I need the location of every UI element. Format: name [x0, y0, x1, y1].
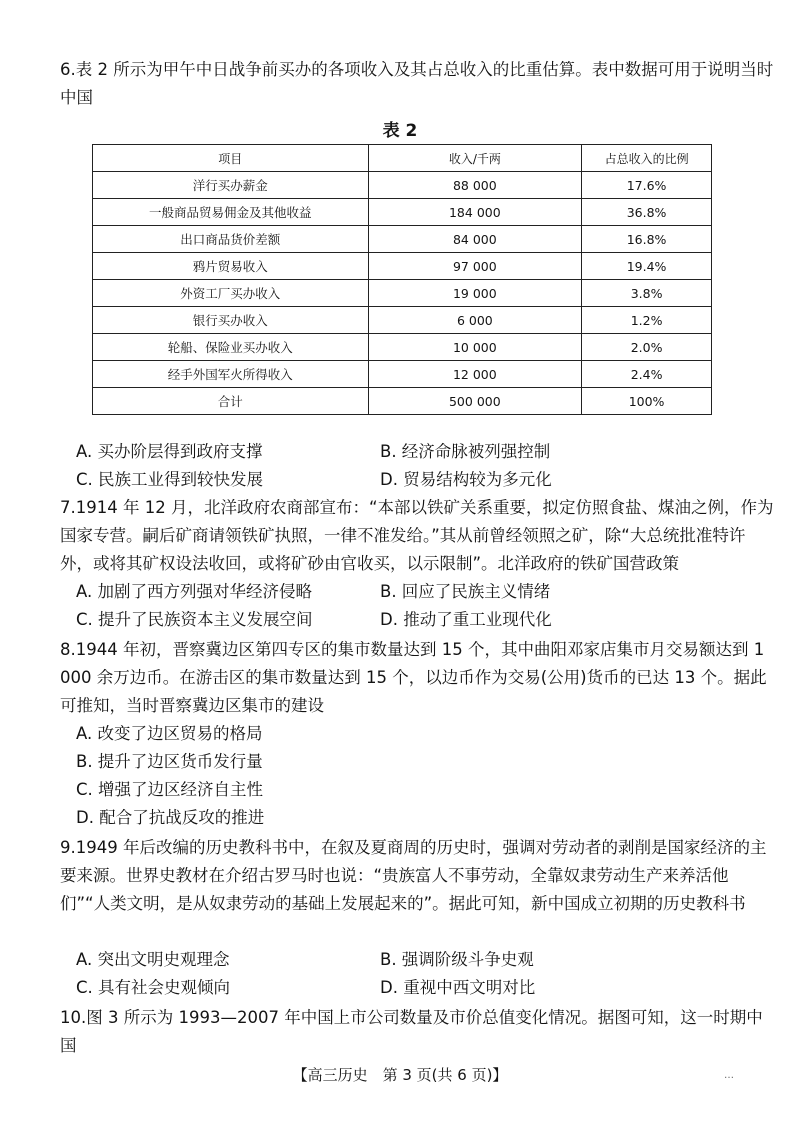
- table-row: [93, 226, 712, 253]
- header-income: 收入/千两: [368, 145, 582, 172]
- q8-option-b: B. 提升了边区货币发行量: [76, 752, 263, 771]
- row-item: 银行买办收入: [93, 307, 369, 334]
- row-share: 100%: [582, 388, 712, 415]
- row-item: 鸦片贸易收入: [93, 253, 369, 280]
- q6-option-c: C. 民族工业得到较快发展: [76, 470, 264, 489]
- question-10-stem: 10.图 3 所示为 1993—2007 年中国上市公司数量及市价总值变化情况。据图可知，这一时期中国: [60, 1008, 763, 1055]
- row-income: 6 000: [368, 307, 582, 334]
- q7-option-a: A. 加剧了西方列强对华经济侵略: [76, 582, 312, 601]
- q6-option-b: B. 经济命脉被列强控制: [380, 442, 551, 461]
- table-row: [93, 253, 712, 280]
- row-item: 轮船、保险业买办收入: [93, 334, 369, 361]
- row-item: 合计: [93, 388, 369, 415]
- row-item: 外资工厂买办收入: [93, 280, 369, 307]
- q9-option-c: C. 具有社会史观倾向: [76, 978, 231, 997]
- header-item: 项目: [93, 145, 369, 172]
- table-2: [92, 144, 712, 415]
- question-9-stem: 9.1949 年后改编的历史教科书中，在叙及夏商周的历史时，强调对劳动者的剥削是国家经济的主要来源。世界史教材在介绍古罗马时也说：“贵族富人不事劳动，全靠奴隶劳动生产来养活他们”“人类文明，是从奴隶劳动的基础上发展起来的”。据此可知，新中国成立初期的历史教科书: [60, 838, 767, 913]
- row-income: 19 000: [368, 280, 582, 307]
- page-footer: 【高三历史 第 3 页(共 6 页)】: [292, 1066, 508, 1084]
- q8-option-c: C. 增强了边区经济自主性: [76, 780, 264, 799]
- question-8-stem: 8.1944 年初，晋察冀边区第四专区的集市数量达到 15 个，其中曲阳邓家店集市月交易额达到 1 000 余万边币。在游击区的集市数量达到 15 个，以边币作为交易(公用)货币的已达 13 个。据此可推知，当时晋察冀边区集市的建设: [60, 640, 767, 715]
- question-7-stem: 7.1914 年 12 月，北洋政府农商部宣布：“本部以铁矿关系重要，拟定仿照食盐、煤油之例，作为国家专营。嗣后矿商请领铁矿执照，一律不准发给。”其从前曾经领照之矿，除“大总统批准特许外，或将其矿权设法收回，或将矿砂由官收买，以示限制”。北洋政府的铁矿国营政策: [60, 498, 774, 573]
- table-2-caption: 表 2: [382, 121, 418, 141]
- row-share: 36.8%: [582, 199, 712, 226]
- table-header-row: [93, 145, 712, 172]
- row-share: 3.8%: [582, 280, 712, 307]
- row-income: 97 000: [368, 253, 582, 280]
- row-income: 84 000: [368, 226, 582, 253]
- q9-option-a: A. 突出文明史观理念: [76, 950, 230, 969]
- question-6-stem: 6.表 2 所示为甲午中日战争前买办的各项收入及其占总收入的比重估算。表中数据可用于说明当时中国: [60, 60, 774, 107]
- table-row: [93, 280, 712, 307]
- table-total-row: [93, 388, 712, 415]
- table-row: [93, 172, 712, 199]
- row-share: 2.0%: [582, 334, 712, 361]
- q7-option-d: D. 推动了重工业现代化: [380, 610, 552, 629]
- table-row: [93, 361, 712, 388]
- table-row: [93, 334, 712, 361]
- q6-option-d: D. 贸易结构较为多元化: [380, 470, 552, 489]
- row-income: 88 000: [368, 172, 582, 199]
- q8-option-d: D. 配合了抗战反攻的推进: [76, 808, 265, 827]
- q9-option-b: B. 强调阶级斗争史观: [380, 950, 534, 969]
- row-income: 500 000: [368, 388, 582, 415]
- table-row: [93, 307, 712, 334]
- q7-option-c: C. 提升了民族资本主义发展空间: [76, 610, 313, 629]
- corner-mark: …: [724, 1070, 734, 1081]
- row-item: 经手外国军火所得收入: [93, 361, 369, 388]
- row-share: 16.8%: [582, 226, 712, 253]
- row-item: 出口商品货价差额: [93, 226, 369, 253]
- q6-option-a: A. 买办阶层得到政府支撑: [76, 442, 263, 461]
- row-item: 一般商品贸易佣金及其他收益: [93, 199, 369, 226]
- q7-option-b: B. 回应了民族主义情绪: [380, 582, 551, 601]
- row-share: 2.4%: [582, 361, 712, 388]
- row-share: 17.6%: [582, 172, 712, 199]
- row-share: 1.2%: [582, 307, 712, 334]
- row-income: 10 000: [368, 334, 582, 361]
- row-income: 184 000: [368, 199, 582, 226]
- row-share: 19.4%: [582, 253, 712, 280]
- row-item: 洋行买办薪金: [93, 172, 369, 199]
- q8-option-a: A. 改变了边区贸易的格局: [76, 724, 263, 743]
- q9-option-d: D. 重视中西文明对比: [380, 978, 536, 997]
- header-share: 占总收入的比例: [582, 145, 712, 172]
- table-row: [93, 199, 712, 226]
- row-income: 12 000: [368, 361, 582, 388]
